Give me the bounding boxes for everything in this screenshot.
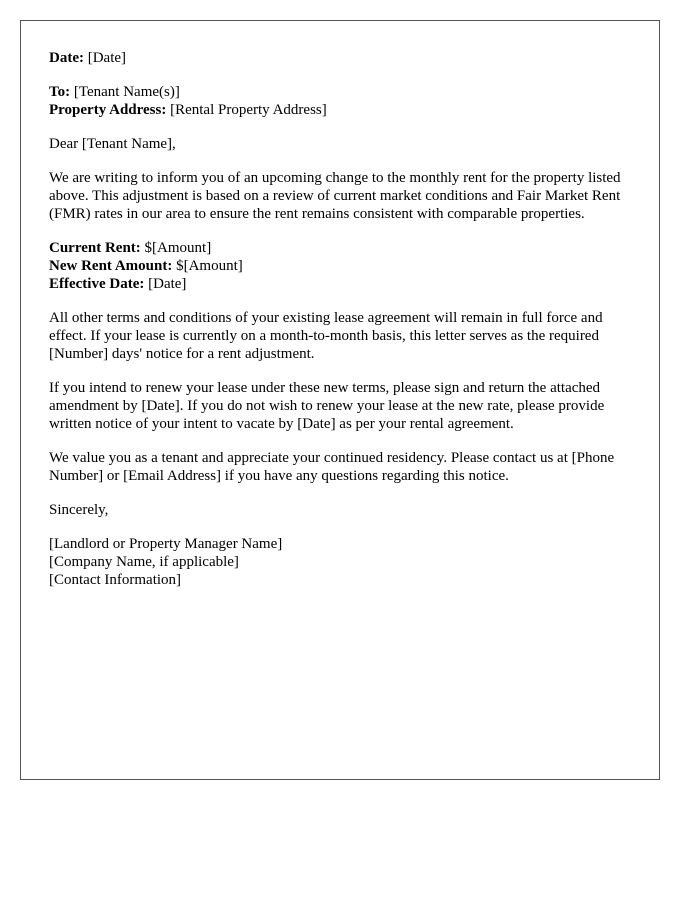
- letter-page: [20, 20, 660, 780]
- date-label: Date:: [49, 50, 84, 66]
- new-rent-line: [49, 257, 631, 275]
- signature-name: [Landlord or Property Manager Name]: [49, 536, 283, 552]
- current-rent-value: $[Amount]: [144, 240, 212, 256]
- renewal-paragraph: If you intend to renew your lease under these new terms, please sign and return the attached amendment by [Date]. If you do not wish to renew your lease at the new rate, please provide written notice of your intent to vacate by [Date] as per your rental agreement.: [49, 380, 605, 432]
- signature-company: [Company Name, if applicable]: [49, 554, 239, 570]
- to-label: To:: [49, 84, 71, 100]
- rent-details: [49, 239, 631, 293]
- effective-date-value: [Date]: [148, 276, 187, 292]
- contact-paragraph: We value you as a tenant and appreciate your continued residency. Please contact us at [Phone Number] or [Email Address] if you have any questions regarding this notice.: [49, 450, 615, 484]
- recipient-block: [49, 83, 631, 119]
- signature-contact: [Contact Information]: [49, 572, 182, 588]
- lease-terms-paragraph: All other terms and conditions of your existing lease agreement will remain in full force and effect. If your lease is currently on a month-to-month basis, this letter serves as the required [Number] days' notice for a rent adjustment.: [49, 310, 603, 362]
- effective-date-line: [49, 275, 631, 293]
- current-rent-label: Current Rent:: [49, 240, 141, 256]
- intro-paragraph: We are writing to inform you of an upcoming change to the monthly rent for the property listed above. This adjustment is based on a review of current market conditions and Fair Market Rent (FMR) rates in our area to ensure the rent remains consistent with comparable properties.: [49, 170, 621, 222]
- to-value: [Tenant Name(s)]: [73, 84, 180, 100]
- new-rent-value: $[Amount]: [176, 258, 243, 274]
- address-value: [Rental Property Address]: [170, 102, 327, 118]
- date-value: [Date]: [87, 50, 127, 66]
- signature-block: [49, 535, 631, 589]
- salutation: Dear [Tenant Name],: [49, 136, 176, 152]
- address-line: [49, 101, 631, 119]
- to-line: [49, 83, 631, 101]
- closing: Sincerely,: [49, 502, 109, 518]
- effective-date-label: Effective Date:: [49, 276, 145, 292]
- date-line: [49, 49, 631, 67]
- address-label: Property Address:: [49, 102, 167, 118]
- new-rent-label: New Rent Amount:: [49, 258, 173, 274]
- current-rent-line: [49, 239, 631, 257]
